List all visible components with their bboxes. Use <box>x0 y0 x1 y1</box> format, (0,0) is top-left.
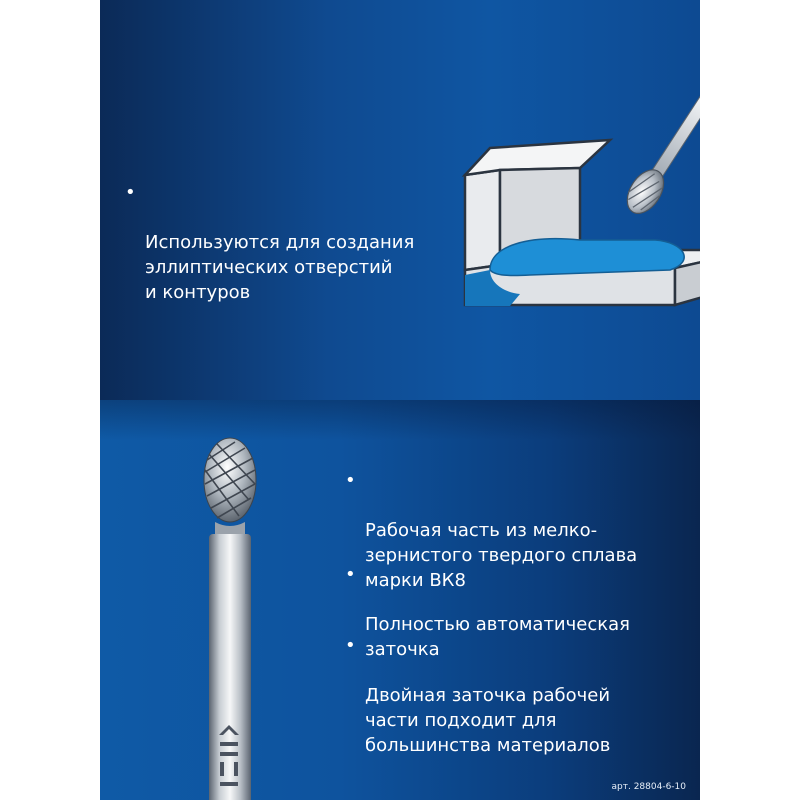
bullet-dot: • <box>345 635 356 656</box>
top-panel <box>100 0 700 400</box>
bottom-panel <box>100 400 700 800</box>
article-number: арт. 28804-6-10 <box>611 782 686 792</box>
bullet-item <box>345 633 610 758</box>
bullet-text: Полностью автоматическая заточка <box>365 614 630 660</box>
bullet-dot: • <box>345 470 356 491</box>
oval-carbide-burr-icon <box>195 430 265 800</box>
bullet-item <box>125 180 414 305</box>
bullet-dot: • <box>125 182 136 203</box>
bullet-text: Рабочая часть из мелко- зернистого твердого сплава марки ВК8 <box>365 520 638 591</box>
bullet-dot: • <box>345 564 356 585</box>
burr-cutting-l-profile-icon <box>450 70 700 330</box>
bullet-text: Используются для создания эллиптических отверстий и контуров <box>145 232 415 303</box>
bullet-text: Двойная заточка рабочей части подходит для большинства материалов <box>365 685 611 756</box>
